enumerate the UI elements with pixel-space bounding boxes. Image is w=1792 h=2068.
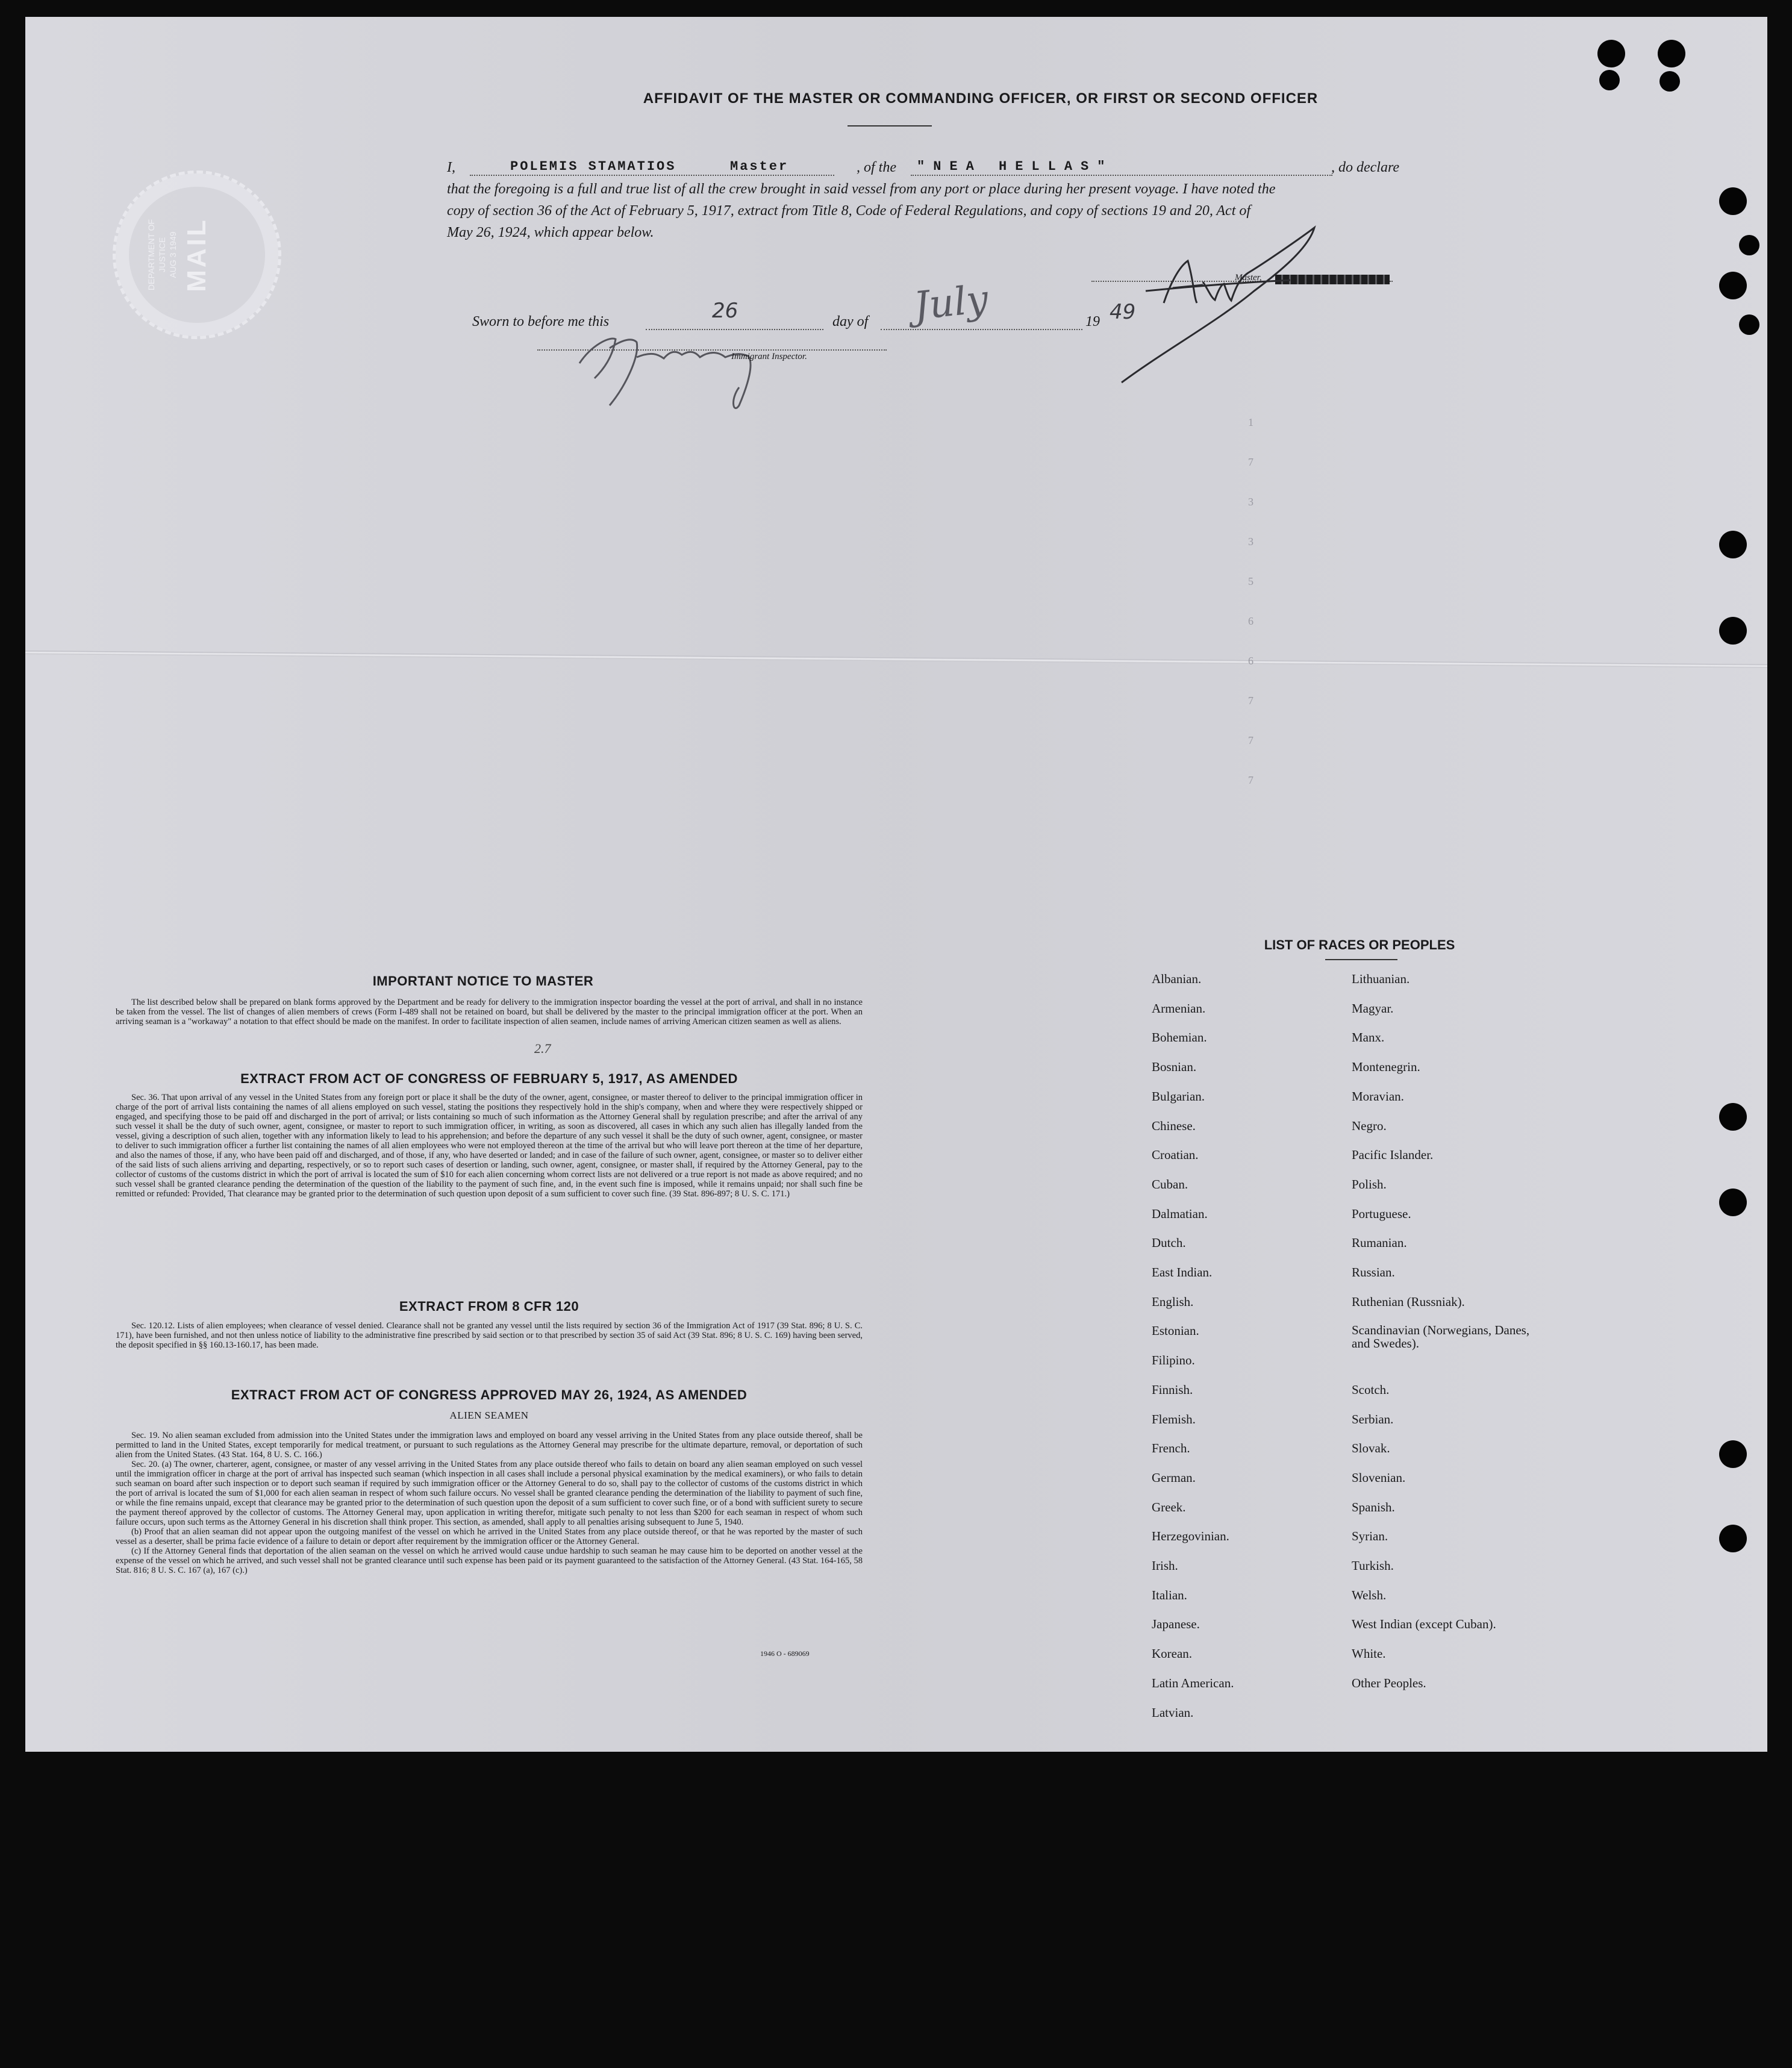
extract1-title: EXTRACT FROM ACT OF CONGRESS OF FEBRUARY 5, 1917, AS AMENDED [240, 1071, 738, 1086]
race-item: French. [1152, 1441, 1190, 1456]
race-item: Latvian. [1152, 1705, 1194, 1720]
punch-hole [1719, 531, 1747, 558]
race-item: Negro. [1352, 1118, 1387, 1133]
page-fold [25, 651, 1767, 668]
race-item: Scandinavian (Norwegians, Danes, and Swedes). [1352, 1323, 1530, 1351]
race-item: Albanian. [1152, 972, 1202, 986]
do-declare-label: , do declare [1331, 160, 1400, 175]
year-prefix: 19 [1085, 314, 1100, 330]
extract2-text [116, 1321, 863, 1350]
document-page [25, 17, 1767, 1752]
name-field-line [470, 175, 834, 176]
extract3-paragraph: (c) If the Attorney General finds that deportation of the alien seaman on the vessel on which he arrived would cause undue hardship to such seaman he may cause him to be deported on another vessel at the expense of the vessel on which he arrived, and such vessel shall not be granted clearance until such expense has been paid or its payment guaranteed to the satisfaction of the Attorney General. (43 Stat. 164-165, 58 Stat. 816; 8 U. S. C. 167 (a), 167 (c).) [116, 1546, 863, 1575]
extract3-title: EXTRACT FROM ACT OF CONGRESS APPROVED MAY 26, 1924, AS AMENDED [231, 1387, 748, 1402]
race-item: Rumanian. [1352, 1235, 1407, 1251]
extract3-paragraph: (b) Proof that an alien seaman did not appear upon the outgoing manifest of the vessel on which he arrived in the United States from any place outside thereof, or that he was reported by the master of such vessel as a deserter, shall be prima facie evidence of a failure to detain or deport after requirement by the immigration officer or the Attorney General. [116, 1527, 863, 1546]
master-role: Master [730, 159, 789, 174]
race-item: Syrian. [1352, 1529, 1388, 1544]
race-item: Flemish. [1152, 1411, 1196, 1426]
extract1-paragraph: Sec. 36. That upon arrival of any vessel in the United States from any foreign port or place it shall be the duty of the owner, agent, consignee, or master thereof to deliver to the principal immigration officer in charge of the port of arrival lists containing the names of all aliens employed on such vessel, stating the positions they respectively hold in the ship's company, when and where they were respectively shipped or engaged, and specifying those to be paid off and discharged in the port of arrival; or lists containing so much of such information as the Attorney General shall by regulation prescribe; and after the arrival of any such vessel it shall be the duty of such owner, agent, consignee, or master to report to such immigration officer, in writing, as soon as discovered, all cases in which any such alien has illegally landed from the vessel, giving a description of such alien, together with any information likely to lead to his apprehension; and before the departure of any such vessel it shall be the duty of such owner, agent, consignee, or master to deliver to such immigration officer a further list containing the names of all alien employees who were not employed thereon at the time of the arrival but who will leave port thereon at the time of her departure, and also the names of those, if any, who have been paid off and discharged, and of those, if any, who have deserted or landed; and in case of the failure of such owner, agent, consignee, or master so to deliver either of the said lists of such aliens arriving and departing, respectively, or so to report such cases of desertion or landing, such owner, agent, consignee, or master shall, if required by the Attorney General, pay to the collector of customs of the customs district in which the port of arrival is located the sum of $10 for each alien concerning whom correct lists are not delivered or a true report is not made as above required; and no such vessel shall be granted clearance pending the determination of the question of the liability to the payment of such fine, and, in the event such fine is imposed, while it remains unpaid; nor shall such fine be remitted or refunded: Provided, That clearance may be granted prior to the determination of such question upon deposit of a sum sufficient to cover such fine. (39 Stat. 896-897; 8 U. S. C. 171.) [116, 1093, 863, 1199]
race-item: Slovenian. [1352, 1470, 1406, 1485]
race-item: Bosnian. [1152, 1060, 1197, 1075]
inspector-signature [567, 321, 820, 417]
sworn-label: Sworn to before me this [472, 314, 610, 330]
race-item: Italian. [1152, 1587, 1187, 1602]
race-item: Serbian. [1352, 1411, 1394, 1426]
race-item: Moravian. [1352, 1089, 1404, 1104]
race-item: Slovak. [1352, 1441, 1390, 1456]
race-item: East Indian. [1152, 1265, 1213, 1279]
master-name: POLEMIS STAMATIOS [510, 159, 676, 174]
notice-title: IMPORTANT NOTICE TO MASTER [372, 973, 594, 989]
extract3-text [116, 1431, 863, 1575]
race-item: Cuban. [1152, 1176, 1188, 1192]
of-the-label: , of the [857, 160, 896, 175]
declaration-line-1 [447, 157, 455, 178]
race-item: Polish. [1352, 1176, 1387, 1192]
race-item: Herzegovinian. [1152, 1529, 1229, 1544]
race-item: Scotch. [1352, 1382, 1390, 1397]
extract3-paragraph: Sec. 19. No alien seaman excluded from admission into the United States under the immigration laws and employed on board any vessel arriving in the United States from any place outside thereof, shall be permitted to land in the United States, except temporarily for medical treatment, or pursuant to such regulations as the Attorney General may prescribe for the ultimate departure, removal, or deportation of such alien from the United States. (43 Stat. 164, 8 U. S. C. 166.) [116, 1431, 863, 1460]
race-item: Welsh. [1352, 1587, 1387, 1602]
extract1-text [116, 1093, 863, 1199]
punch-hole [1719, 617, 1747, 645]
ship-field-line [911, 175, 1332, 176]
stamp-date: AUG 3 1949 [168, 231, 178, 278]
race-item: West Indian (except Cuban). [1352, 1617, 1496, 1632]
race-item: White. [1352, 1646, 1386, 1661]
day-of-label: day of [832, 314, 869, 330]
race-item: Other Peoples. [1352, 1675, 1426, 1690]
punch-hole [1719, 1103, 1747, 1131]
title-underline [848, 125, 932, 127]
print-code: 1946 O - 689069 [760, 1649, 810, 1658]
punch-hole [1719, 272, 1747, 299]
race-item: Bohemian. [1152, 1030, 1207, 1045]
stamp-text: DEPARTMENT OF JUSTICE [146, 219, 167, 291]
race-item: Pacific Islander. [1352, 1148, 1434, 1163]
punch-hole [1739, 235, 1759, 255]
declaration-line-3: copy of section 36 of the Act of February 5, 1917, extract from Title 8, Code of Federal Regulations, and copy of sections 19 and 20, Act of [447, 203, 1251, 219]
race-item: Lithuanian. [1352, 972, 1410, 986]
race-item: Dutch. [1152, 1235, 1186, 1251]
extract2-paragraph: Sec. 120.12. Lists of alien employees; when clearance of vessel denied. Clearance shall not be granted any vessel until the lists required by section 36 of the Immigration Act of 1917 (39 Stat. 896; 8 U. S. C. 171), have been furnished, and not then unless notice of liability to the administrative fine prescribed by said section or to that prescribed by section 35 of said Act (39 Stat. 896; 8 U. S. C. 169) having been served, the deposit specified in §§ 160.13-160.17, has been made. [116, 1321, 863, 1350]
race-item: Korean. [1152, 1646, 1193, 1661]
punch-hole [1739, 314, 1759, 335]
race-item: English. [1152, 1294, 1194, 1309]
race-item: Bulgarian. [1152, 1089, 1205, 1104]
extract3-subtitle: ALIEN SEAMEN [449, 1410, 529, 1421]
master-label: Master, [1235, 273, 1262, 283]
races-title: LIST OF RACES OR PEOPLES [1264, 937, 1455, 952]
faint-margin-marks: 1 7 3 3 5 6 6 7 7 7 [1248, 416, 1253, 786]
sworn-month: July [911, 276, 991, 330]
sworn-year: 49 [1110, 300, 1136, 324]
race-item: Japanese. [1152, 1617, 1200, 1632]
stamp-word: MAIL [182, 217, 211, 292]
extract2-title: EXTRACT FROM 8 CFR 120 [399, 1299, 579, 1314]
race-item: German. [1152, 1470, 1196, 1485]
margin-note: 2.7 [534, 1041, 551, 1056]
race-item: Portuguese. [1352, 1206, 1411, 1221]
sworn-day: 26 [712, 299, 738, 323]
race-item: Croatian. [1152, 1148, 1199, 1163]
extract3-paragraph: Sec. 20. (a) The owner, charterer, agent, consignee, or master of any vessel arriving in the United States from any place outside thereof who fails to detain on board any alien seaman employed on such vessel until the immigration officer in charge at the port of arrival has inspected such seaman (which inspection in all cases shall include a personal physical examination by the medical examiners), or who fails to detain such seaman on board after such inspection or to deport such seaman if required by such immigration officer or the Attorney General to do so, shall pay to the collector of customs of the customs district in which the port of arrival is located the sum of $1,000 for each alien seaman in respect of whom such failure occurs. No vessel shall be granted clearance pending the determination of the liability to payment of such fine, or while the fine remains unpaid, except that clearance may be granted prior to the determination of such question upon the deposit of a sum sufficient to cover such fine, or of a bond with sufficient surety to secure the payment thereof approved by the collector of customs. The Attorney General may, upon application in writing therefor, mitigate such penalty to not less than $200 for each seaman in respect of whom such failure occurs, upon such terms as the Attorney General in his discretion shall think proper. This section, as amended, shall apply to all penalties arising subsequent to June 5, 1940. [116, 1460, 863, 1527]
race-item: Turkish. [1352, 1558, 1394, 1573]
punch-hole [1719, 1525, 1747, 1552]
page-title: AFFIDAVIT OF THE MASTER OR COMMANDING OFFICER, OR FIRST OR SECOND OFFICER [643, 90, 1319, 107]
punch-hole [1599, 70, 1620, 90]
received-stamp [113, 170, 281, 339]
notice-text [116, 998, 863, 1026]
race-item: Finnish. [1152, 1382, 1193, 1397]
punch-hole [1597, 40, 1625, 67]
race-item: Latin American. [1152, 1675, 1234, 1690]
race-item: Magyar. [1352, 1001, 1394, 1016]
race-item: Montenegrin. [1352, 1060, 1420, 1075]
race-item: Russian. [1352, 1265, 1395, 1279]
punch-hole [1659, 71, 1680, 92]
declaration-line-2: that the foregoing is a full and true list of all the crew brought in said vessel from any port or place during her present voyage. I have noted the [447, 181, 1276, 197]
ship-name: "NEA HELLAS" [917, 159, 1114, 174]
race-item: Dalmatian. [1152, 1206, 1208, 1221]
race-item: Irish. [1152, 1558, 1178, 1573]
punch-hole [1719, 1189, 1747, 1216]
inspector-label: Immigrant Inspector. [731, 352, 807, 361]
race-item: Chinese. [1152, 1118, 1196, 1133]
race-item: Filipino. [1152, 1353, 1195, 1368]
punch-hole [1658, 40, 1685, 67]
race-item: Armenian. [1152, 1001, 1206, 1016]
month-field-line [881, 329, 1082, 330]
race-item: Spanish. [1352, 1499, 1395, 1514]
declaration-line-4: May 26, 1924, which appear below. [447, 225, 654, 240]
notice-paragraph: The list described below shall be prepared on blank forms approved by the Department and be ready for delivery to the immigration inspector boarding the vessel at the port of arrival, and shall in no instance be taken from the vessel. The list of changes of alien members of crews (Form I-489 shall not be retained on board, but shall be delivered by the master to the principal immigration officer at the port. When an arriving seaman is a "workaway" a notation to that effect should be made on the manifest. In order to facilitate inspection of alien seamen, include names of arriving American citizen seamen as well as aliens. [116, 998, 863, 1026]
race-item: Estonian. [1152, 1323, 1199, 1339]
race-item: Greek. [1152, 1499, 1186, 1514]
race-item: Manx. [1352, 1030, 1385, 1045]
races-underline [1325, 959, 1397, 960]
race-item: Ruthenian (Russniak). [1352, 1294, 1465, 1309]
punch-hole [1719, 187, 1747, 215]
i-label: I, [447, 160, 455, 175]
punch-hole [1719, 1440, 1747, 1468]
